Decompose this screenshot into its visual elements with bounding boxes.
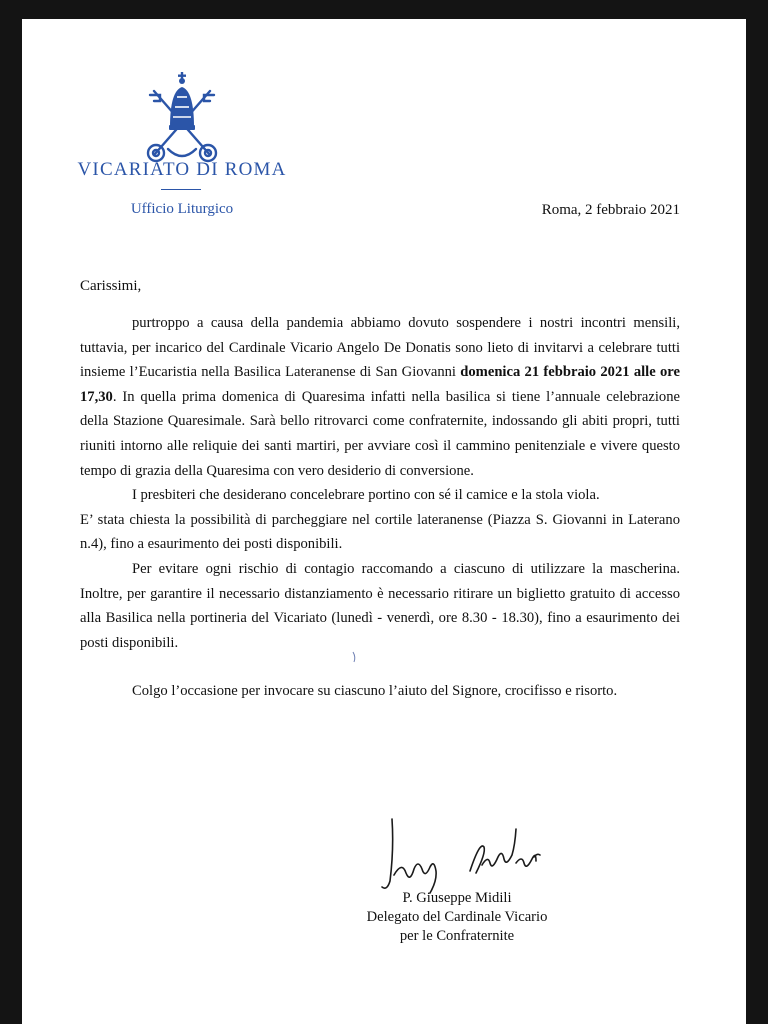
paragraph-invitation (80, 311, 680, 483)
letterhead-subtitle: Ufficio Liturgico (130, 201, 234, 217)
event-datetime: domenica 21 febbraio 2021 alle ore 17,30 (80, 364, 680, 405)
paragraph-parking: E’ stata chiesta la possibilità di parcheggiare nel cortile lateranense (Piazza S. Giovanni in Laterano n.4), fino a esaurimento dei posti disponibili. (80, 511, 680, 553)
letter-page (22, 19, 746, 1024)
letterhead-divider (161, 189, 201, 190)
paragraph-presbyters: I presbiteri che desiderano concelebrare portino con sé il camice e la stola viola. (132, 487, 600, 504)
signatory-role: Delegato del Cardinale Vicario (366, 909, 548, 925)
paragraph-invitation-part-a: purtroppo a causa della pandemia abbiamo dovuto sospendere i nostri incontri mensili, tuttavia, per incarico del Cardinale Vicario Angelo De Donatis sono lieto di invitarvi a celebrare tutti insieme l’Eucaristia nella Basilica Lateranense di San Giovanni (80, 315, 680, 381)
letterhead-title: VICARIATO DI ROMA (77, 159, 287, 180)
signatory-scope: per le Confraternite (399, 928, 515, 944)
signature-block (352, 889, 562, 946)
ink-mark (352, 651, 358, 663)
paragraph-closing: Colgo l’occasione per invocare su ciascuno l’aiuto del Signore, crocifisso e risorto. (132, 683, 618, 700)
letter-date: Roma, 2 febbraio 2021 (541, 202, 680, 218)
paragraph-invitation-part-b: . In quella prima domenica di Quaresima infatti nella basilica si tiene l’annuale celebrazione della Stazione Quaresimale. Sarà bello ritrovarci come confraternite, indossando gli abiti propri, tutti riuniti intorno alle reliquie dei santi martiri, per avviare così il cammino penitenziale e vivere questo tempo di grazia della Quaresima con vero desiderio di conversione. (80, 388, 680, 479)
papal-keys-crest-icon (140, 69, 224, 169)
signatory-name: P. Giuseppe Midili (402, 890, 512, 906)
salutation: Carissimi, (80, 278, 142, 294)
letter-body (80, 311, 680, 704)
paragraph-safety: Per evitare ogni rischio di contagio raccomando a ciascuno di utilizzare la mascherina. Inoltre, per garantire il necessario distanziamento è necessario ritirare un biglietto gratuito di accesso alla Basilica nella portineria del Vicariato (lunedì - venerdì, ore 8.30 - 18.30), fino a esaurimento dei posti disponibili. (80, 560, 680, 651)
